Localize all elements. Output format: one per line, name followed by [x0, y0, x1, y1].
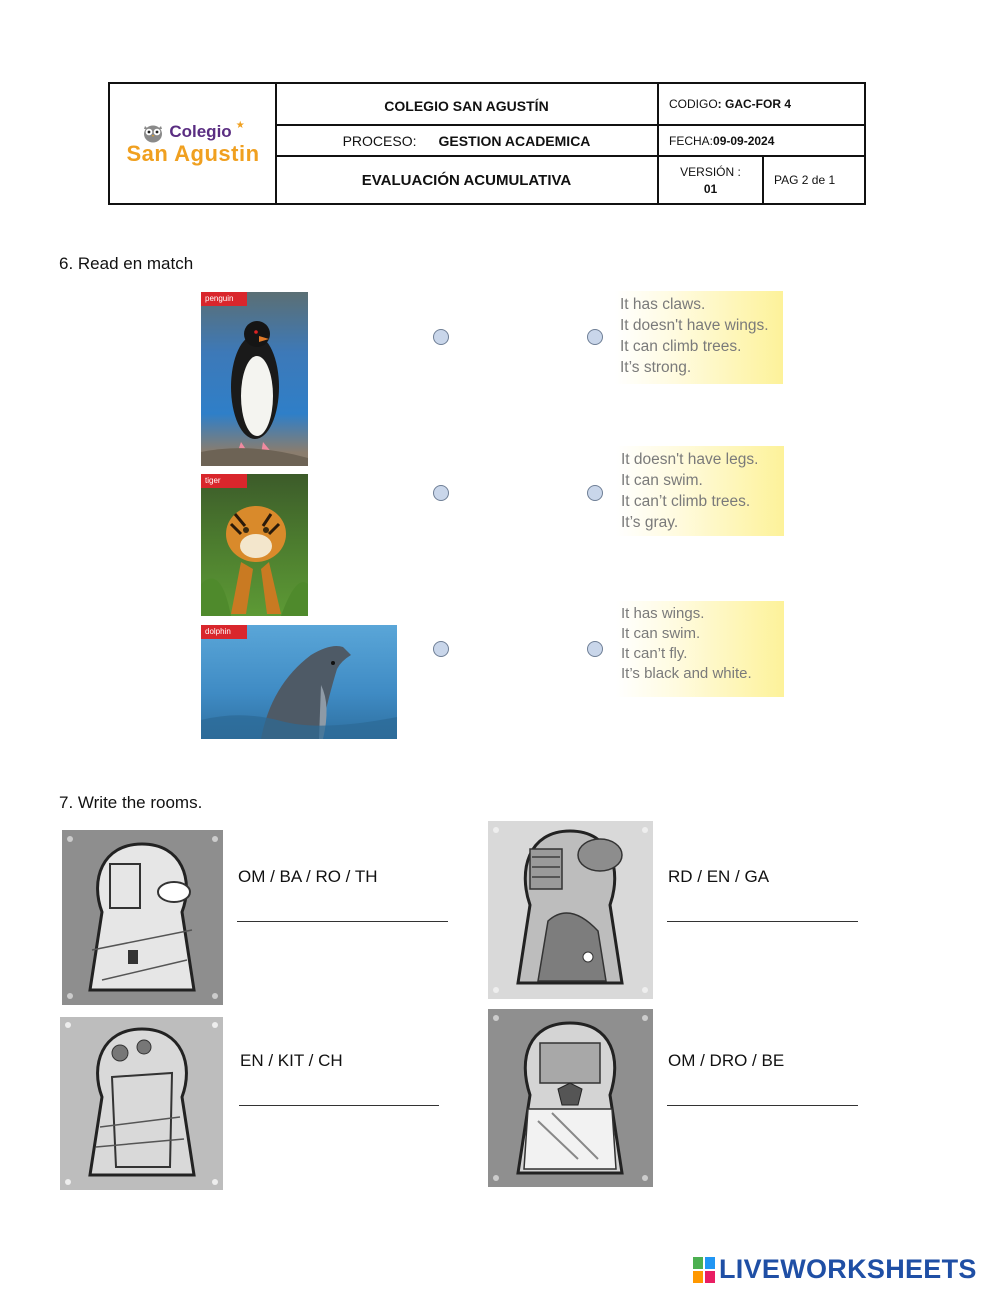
answer-line-4[interactable] [667, 1105, 858, 1106]
fecha-row [659, 126, 864, 155]
codigo-label: CODIGO [669, 97, 718, 111]
card-line: It can’t climb trees. [621, 493, 751, 510]
fecha-label: FECHA: [669, 133, 714, 148]
match-dot-left-3[interactable] [433, 641, 449, 657]
description-card-1 [615, 291, 783, 384]
match-dot-left-2[interactable] [433, 485, 449, 501]
match-dot-right-3[interactable] [587, 641, 603, 657]
answer-line-3[interactable] [239, 1105, 439, 1106]
penguin-photo [201, 292, 308, 466]
brand-name: LIVEWORKSHEETS [719, 1254, 977, 1284]
doc-title: EVALUACIÓN ACUMULATIVA [361, 171, 572, 189]
answer-line-1[interactable] [237, 921, 448, 922]
tiger-photo [201, 474, 308, 616]
card-line: It’s black and white. [621, 665, 752, 682]
school-name: COLEGIO SAN AGUSTÍN [384, 98, 549, 114]
room-syllables-3: EN / KIT / CH [240, 1051, 343, 1070]
animal-tag: tiger [201, 474, 247, 488]
card-line: It has claws. [620, 296, 706, 313]
description-card-3 [616, 601, 784, 697]
fecha-value: 09-09-2024 [713, 133, 775, 148]
star-icon: ★ [235, 120, 245, 131]
page-number: PAG 2 de 1 [774, 173, 836, 187]
animal-tag: penguin [201, 292, 247, 306]
card-line: It can swim. [621, 472, 703, 489]
owl-icon [141, 121, 165, 143]
liveworksheets-logo [693, 1254, 977, 1285]
kitchen-keyhole-image [60, 1017, 223, 1190]
garden-keyhole-image [488, 821, 653, 999]
bathroom-keyhole-image [62, 830, 223, 1005]
proceso-row [276, 126, 657, 155]
room-syllables-1: OM / BA / RO / TH [238, 867, 378, 886]
proceso-label: PROCESO: [342, 132, 417, 149]
match-dot-right-2[interactable] [587, 485, 603, 501]
card-line: It doesn't have legs. [621, 451, 759, 468]
card-line: It can’t fly. [621, 645, 688, 662]
card-line: It has wings. [621, 605, 705, 622]
answer-line-2[interactable] [667, 921, 858, 922]
room-syllables-4: OM / DRO / BE [668, 1051, 785, 1070]
card-line: It can climb trees. [620, 338, 742, 355]
animal-tag: dolphin [201, 625, 247, 639]
codigo-value: : GAC-FOR 4 [717, 97, 792, 111]
room-syllables-2: RD / EN / GA [668, 867, 770, 886]
dolphin-photo [201, 625, 397, 739]
card-line: It can swim. [621, 625, 701, 642]
logo-line2: San Agustin [126, 140, 260, 166]
school-logo [110, 84, 276, 203]
description-card-2 [616, 446, 784, 536]
q6-title: 6. Read en match [59, 254, 194, 273]
card-line: It doesn't have wings. [620, 317, 769, 334]
logo-line1: Colegio [169, 121, 232, 141]
q7-title: 7. Write the rooms. [59, 793, 203, 812]
header-table [108, 82, 866, 205]
live-badge-icon [693, 1257, 715, 1283]
card-line: It’s gray. [621, 514, 679, 531]
version-label: VERSIÓN : [680, 164, 741, 179]
proceso-value: GESTION ACADEMICA [438, 132, 591, 149]
version-cell [659, 157, 762, 203]
version-value: 01 [703, 181, 718, 196]
match-dot-left-1[interactable] [433, 329, 449, 345]
match-dot-right-1[interactable] [587, 329, 603, 345]
codigo-row [659, 84, 864, 124]
card-line: It’s strong. [620, 359, 692, 376]
bedroom-keyhole-image [488, 1009, 653, 1187]
